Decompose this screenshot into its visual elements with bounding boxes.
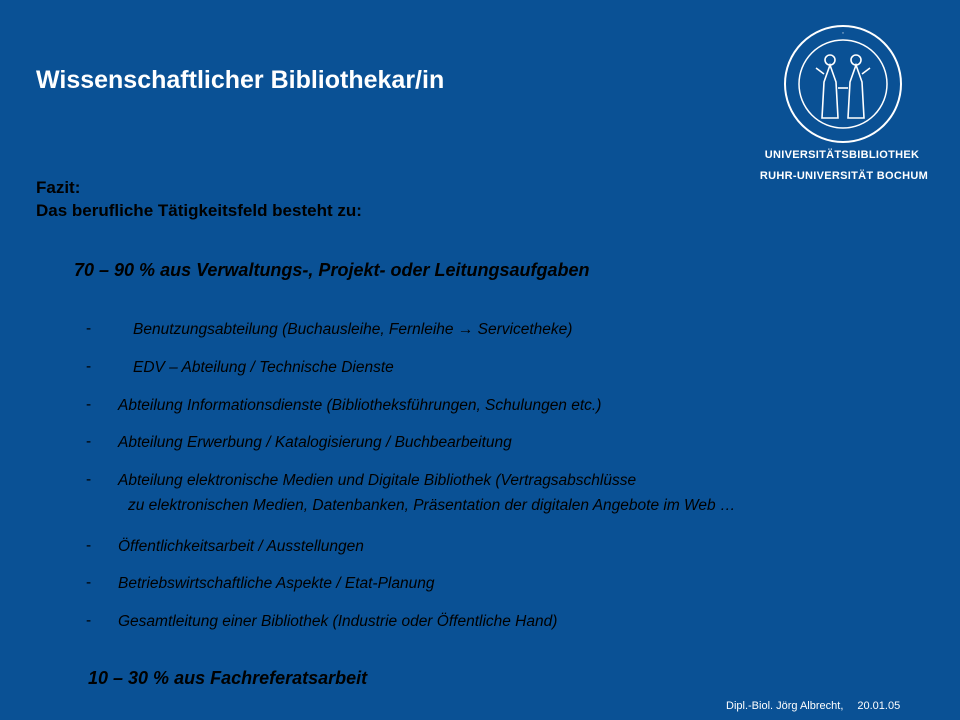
list-dash: -	[86, 471, 92, 488]
fazit-block	[36, 176, 362, 222]
list-item-oeffentlichkeitsarbeit: Öffentlichkeitsarbeit / Ausstellungen	[118, 538, 364, 555]
list-dash: -	[86, 320, 92, 337]
list-dash: -	[86, 574, 92, 591]
list-item-edv: EDV – Abteilung / Technische Dienste	[133, 359, 394, 376]
svg-text:·: ·	[841, 28, 845, 38]
list-dash: -	[86, 612, 92, 629]
heading-70-90: 70 – 90 % aus Verwaltungs-, Projekt- oder Leitungsaufgaben	[74, 260, 590, 280]
list-dash: -	[86, 396, 92, 413]
footer	[726, 700, 900, 712]
fazit-label: Fazit:	[36, 178, 81, 197]
list-dash: -	[86, 358, 92, 375]
list-item-elektronische-medien-cont: zu elektronischen Medien, Datenbanken, Präsentation der digitalen Angebote im Web …	[128, 497, 736, 514]
list-item-benutzung: Benutzungsabteilung (Buchausleihe, Fernleihe → Servicetheke)	[133, 321, 573, 338]
list-item-erwerbung: Abteilung Erwerbung / Katalogisierung / Buchbearbeitung	[118, 434, 512, 451]
list-item-elektronische-medien: Abteilung elektronische Medien und Digitale Bibliothek (Vertragsabschlüsse	[118, 472, 637, 489]
list-item-betriebswirtschaft: Betriebswirtschaftliche Aspekte / Etat-Planung	[118, 575, 435, 592]
arrow-right-icon: →	[457, 321, 474, 338]
fazit-subheading: Das berufliche Tätigkeitsfeld besteht zu:	[36, 201, 362, 220]
university-seal-icon	[778, 22, 908, 146]
slide-title: Wissenschaftlicher Bibliothekar/in	[36, 66, 445, 94]
heading-10-30: 10 – 30 % aus Fachreferatsarbeit	[88, 668, 368, 688]
footer-author: Dipl.-Biol. Jörg Albrecht,	[726, 700, 844, 712]
list-item-gesamtleitung: Gesamtleitung einer Bibliothek (Industrie oder Öffentliche Hand)	[118, 613, 558, 630]
list-dash: -	[86, 537, 92, 554]
list-dash: -	[86, 433, 92, 450]
logo-text-library: UNIVERSITÄTSBIBLIOTHEK	[764, 149, 920, 161]
university-logo	[740, 22, 950, 192]
footer-date: 20.01.05	[857, 700, 901, 712]
logo-text-university: RUHR-UNIVERSITÄT BOCHUM	[759, 170, 929, 182]
list-item-informationsdienste: Abteilung Informationsdienste (Bibliotheksführungen, Schulungen etc.)	[118, 397, 602, 414]
